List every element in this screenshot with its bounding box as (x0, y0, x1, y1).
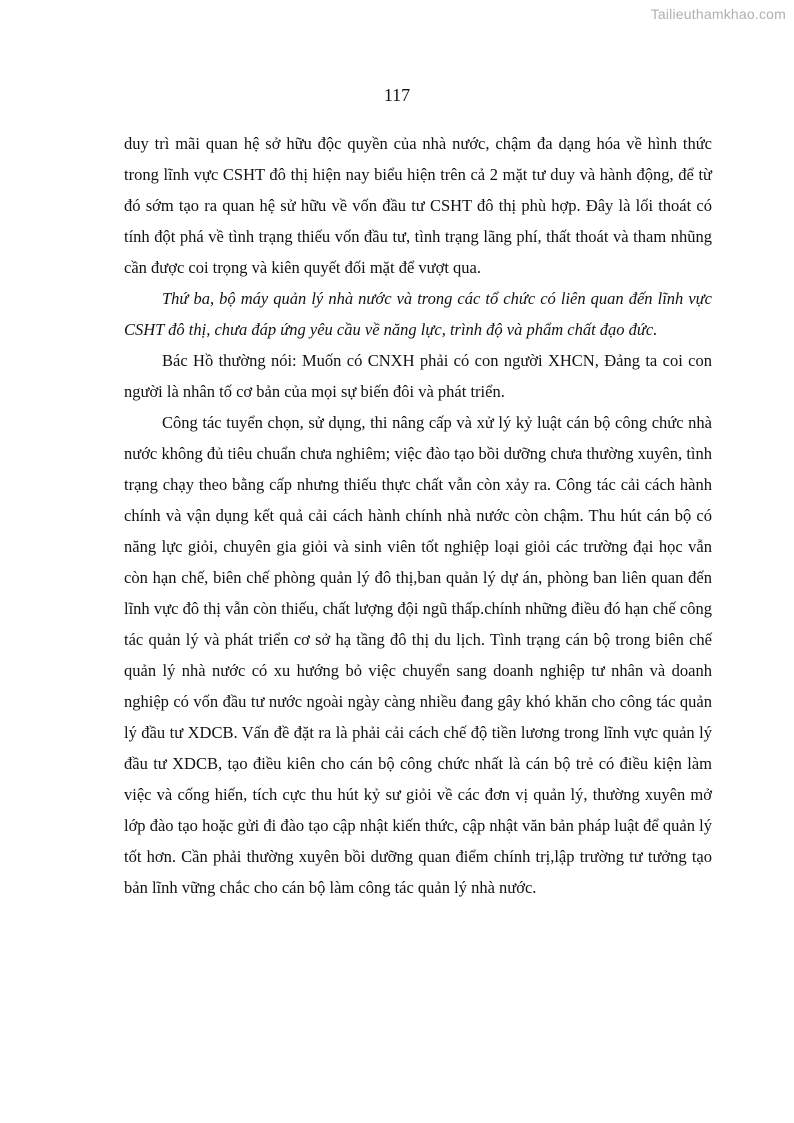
watermark: Tailieuthamkhao.com (650, 6, 786, 22)
paragraph-heading-third-point: Thứ ba, bộ máy quản lý nhà nước và trong các tổ chức có liên quan đến lĩnh vực CSHT đô thị, chưa đáp ứng yêu cầu về năng lực, trình độ và phẩm chất đạo đức. (124, 289, 712, 339)
page-number: 117 (383, 85, 411, 105)
paragraph-quote: Bác Hồ thường nói: Muốn có CNXH phải có con người XHCN, Đảng ta coi con người là nhân tố cơ bản của mọi sự biến đôi và phát triển. (124, 351, 712, 401)
paragraph-personnel: Công tác tuyển chọn, sử dụng, thi nâng cấp và xử lý kỷ luật cán bộ công chức nhà nước không đủ tiêu chuẩn chưa nghiêm; việc đào tạo bồi dưỡng chưa thường xuyên, tình trạng chạy theo bằng cấp nhưng thiếu thực chất vẫn còn xảy ra. Công tác cải cách hành chính và vận dụng kết quả cải cách hành chính nhà nước còn chậm. Thu hút cán bộ có năng lực giỏi, chuyên gia giỏi và sinh viên tốt nghiệp loại giỏi các trường đại học vẫn còn hạn chế, biên chế phòng quản lý đô thị,ban quản lý dự án, phòng ban liên quan đến lĩnh vực đô thị vẫn còn thiếu, chất lượng đội ngũ thấp.chính những điều đó hạn chế công tác quản lý và phát triển cơ sở hạ tầng đô thị du lịch. Tình trạng cán bộ trong biên chế quản lý nhà nước có xu hướng bỏ việc chuyển sang doanh nghiệp tư nhân và doanh nghiệp có vốn đầu tư nước ngoài ngày càng nhiều đang gây khó khăn cho công tác quản lý đầu tư XDCB. Vấn đề đặt ra là phải cải cách chế độ tiền lương trong lĩnh vực quản lý đầu tư XDCB, tạo điều kiên cho cán bộ công chức nhất là cán bộ trẻ có điều kiện làm việc và cống hiến, tích cực thu hút kỷ sư giỏi về các đơn vị quản lý, thường xuyên mở lớp đào tạo hoặc gửi đi đào tạo cập nhật kiến thức, cập nhật văn bản pháp luật để quản lý tốt hơn. Cần phải thường xuyên bồi dưỡng quan điểm chính trị,lập trường tư tưởng tạo bản lĩnh vững chắc cho cán bộ làm công tác quản lý nhà nước. (124, 413, 712, 897)
paragraph-continuation: duy trì mãi quan hệ sở hữu độc quyền của nhà nước, chậm đa dạng hóa về hình thức trong lĩnh vực CSHT đô thị hiện nay biểu hiện trên cả 2 mặt tư duy và hành động, để từ đó sớm tạo ra quan hệ sử hữu về vốn đầu tư CSHT đô thị phù hợp. Đây là lối thoát có tính đột phá về tình trạng thiếu vốn đầu tư, tình trạng lãng phí, thất thoát và tham nhũng cần được coi trọng và kiên quyết đối mặt để vượt qua. (124, 134, 712, 277)
page-body (124, 128, 712, 903)
